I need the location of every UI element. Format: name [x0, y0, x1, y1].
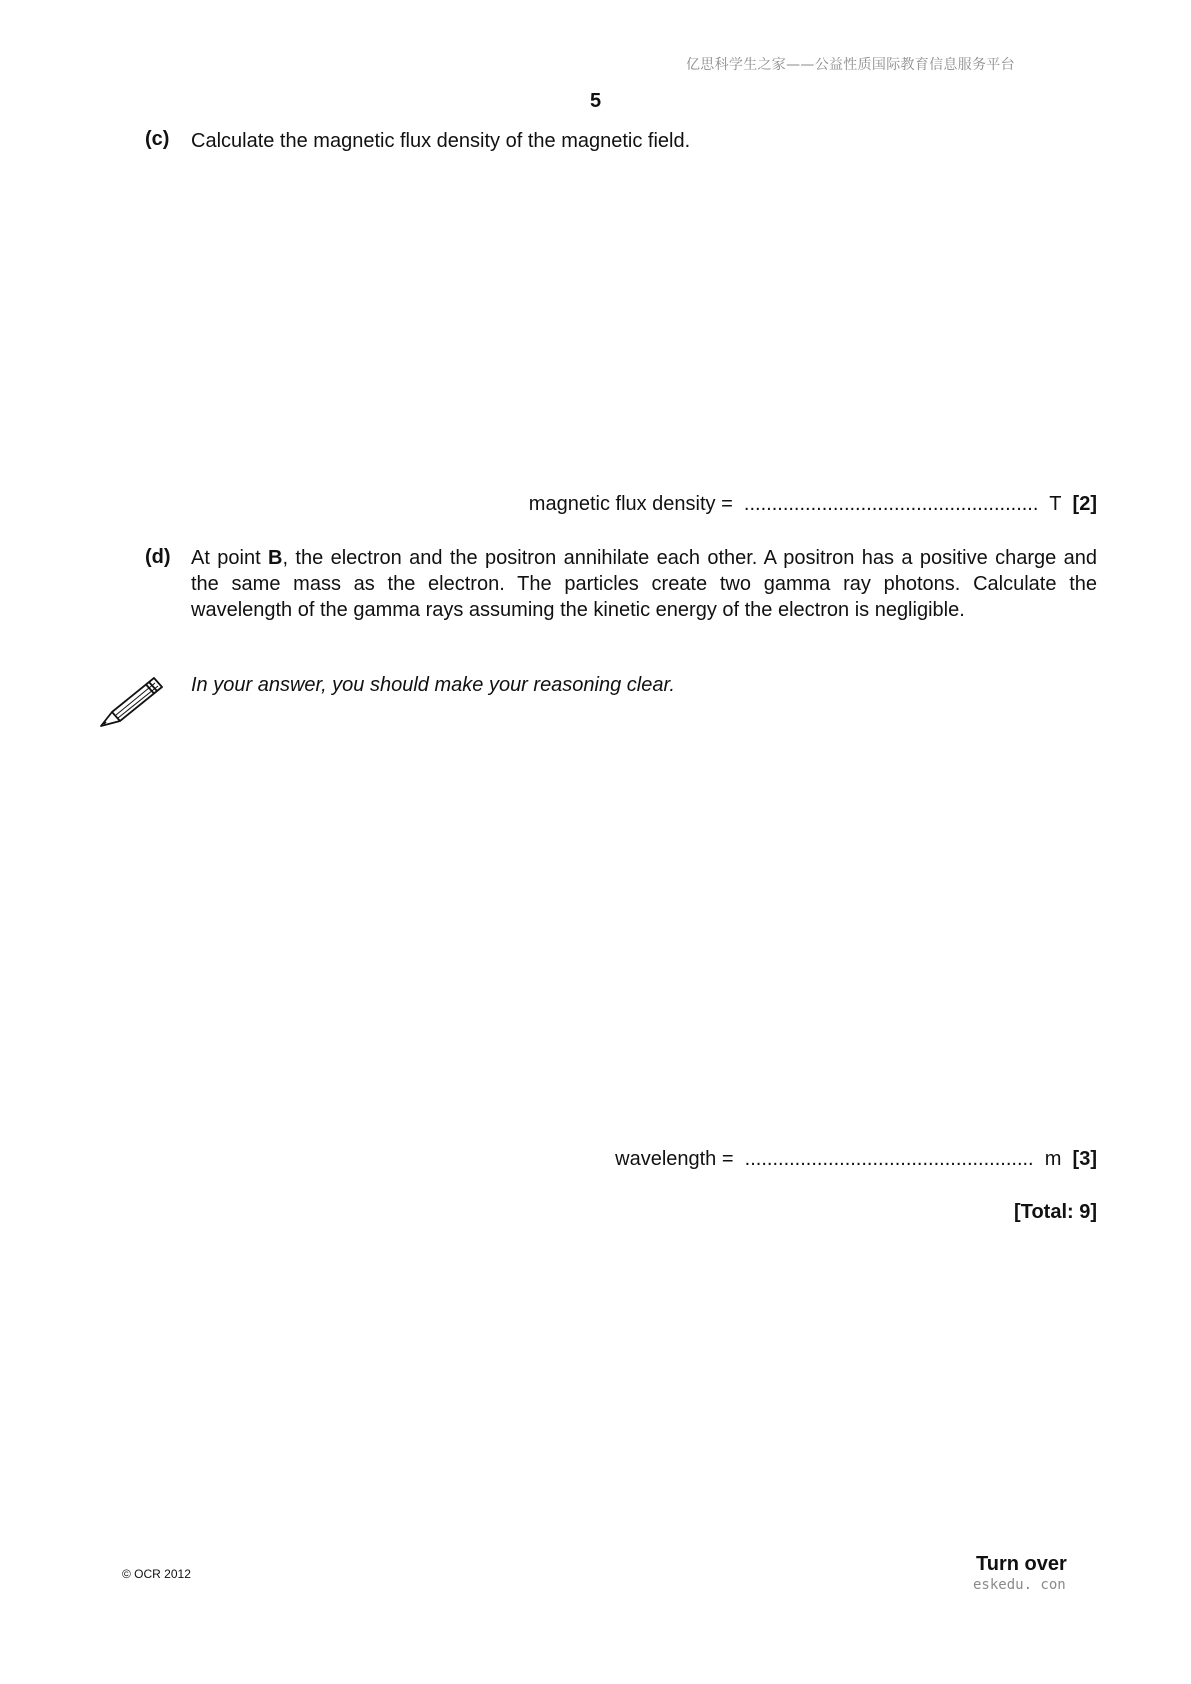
part-d-instruction: In your answer, you should make your reasoning clear.: [191, 674, 675, 696]
part-d-question-post: , the electron and the positron annihilate each other. A positron has a positive charge and the same mass as the electron. The particles create two gamma ray photons. Calculate the wavelength of the gamma rays assuming the kinetic energy of the electron is negligible.: [191, 547, 1097, 621]
part-d-answer-space: ....................................................: [744, 1148, 1034, 1170]
part-d-answer-line: [430, 1148, 1097, 1171]
footer-turn-over: Turn over: [976, 1553, 1067, 1575]
footer-copyright: © OCR 2012: [122, 1567, 191, 1581]
part-d-question: [191, 545, 1097, 623]
part-c-answer-label: magnetic flux density =: [528, 493, 733, 515]
part-c-answer-line: [430, 493, 1097, 516]
part-c-unit: T: [1049, 493, 1062, 515]
part-c-question: Calculate the magnetic flux density of the magnetic field.: [191, 130, 691, 152]
part-c-marks: [2]: [1072, 493, 1097, 515]
header-watermark: 亿思科学生之家——公益性质国际教育信息服务平台: [686, 57, 1015, 73]
pencil-icon: [98, 672, 168, 728]
part-d-point-label: B: [268, 547, 283, 569]
part-d-unit: m: [1044, 1148, 1062, 1170]
part-d-answer-label: wavelength =: [615, 1148, 734, 1170]
part-c-answer-space: .....................................................: [743, 493, 1039, 515]
part-d-question-pre: At point: [191, 547, 269, 569]
footer-watermark: eskedu. con: [973, 1577, 1066, 1593]
page-number: 5: [589, 90, 602, 112]
part-c-label: (c): [145, 128, 170, 150]
part-d-label: (d): [145, 546, 171, 568]
total-marks: [Total: 9]: [1014, 1201, 1097, 1223]
part-d-marks: [3]: [1072, 1148, 1097, 1170]
